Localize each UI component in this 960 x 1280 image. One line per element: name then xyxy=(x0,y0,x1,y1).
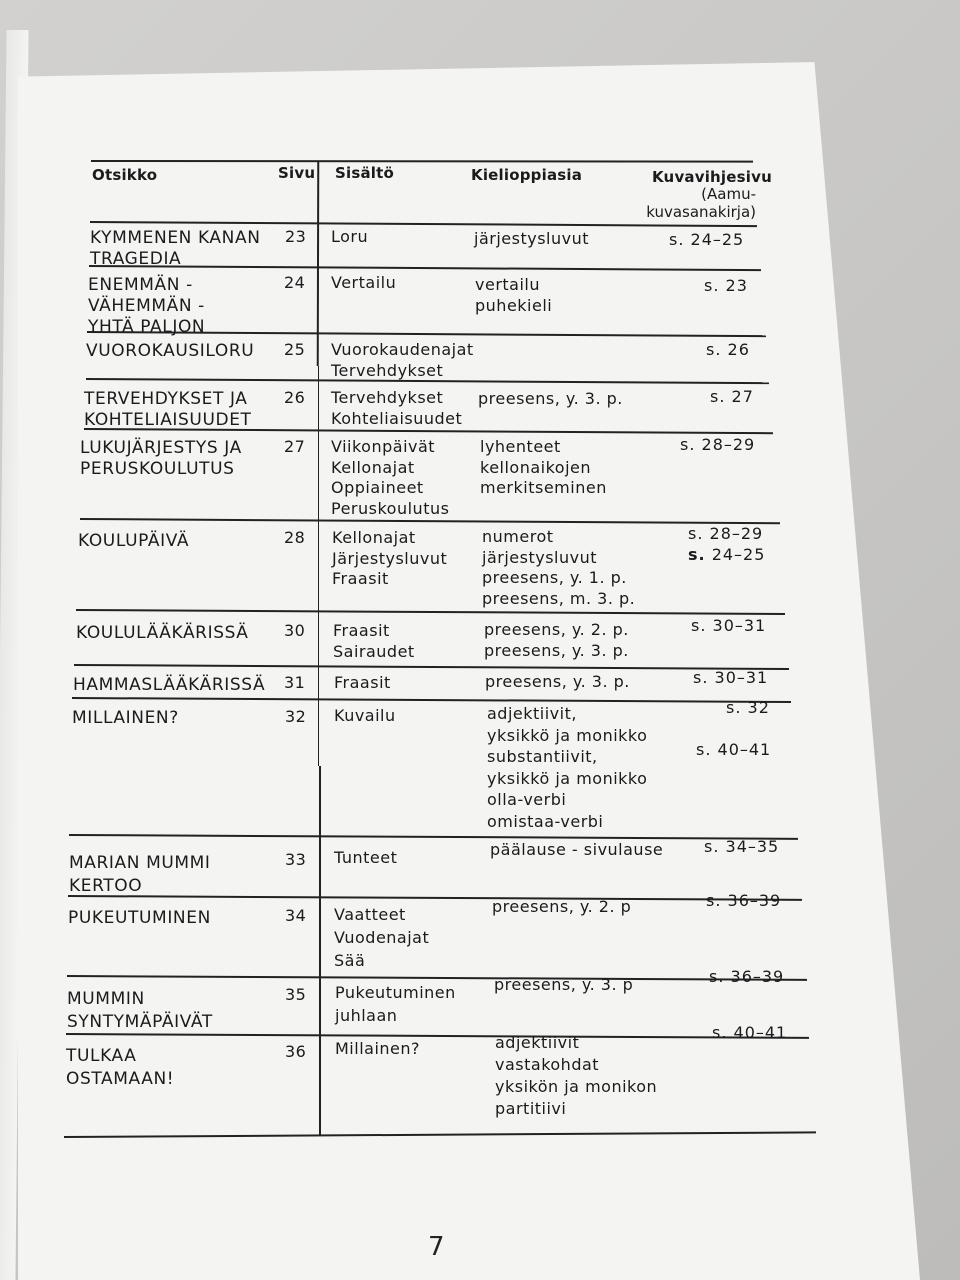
row-title: TULKAA OSTAMAAN! xyxy=(66,1046,175,1089)
row-content: Vuorokaudenajat Tervehdykset xyxy=(331,340,474,380)
row-title: PUKEUTUMINEN xyxy=(68,908,211,928)
row-grammar: preesens, y. 2. p xyxy=(492,897,632,916)
row-title: MARIAN MUMMI KERTOO xyxy=(69,853,211,896)
row-page: 23 xyxy=(285,227,307,246)
row-content: Fraasit Sairaudet xyxy=(333,621,415,661)
row-ref: s. 28–29 xyxy=(680,435,756,454)
row-ref: s. 34–35 xyxy=(704,837,780,856)
table-rule xyxy=(76,609,785,615)
row-grammar: adjektiivit, yksikkö ja monikko substantiivit, yksikkö ja monikko olla-verbi omistaa-verbi xyxy=(487,704,648,831)
row-content: Tunteet xyxy=(334,848,398,867)
row-ref-secondary: s. 40–41 xyxy=(696,740,772,759)
row-grammar: preesens, y. 2. p. preesens, y. 3. p. xyxy=(484,620,629,660)
row-page: 30 xyxy=(284,621,306,640)
row-content: Fraasit xyxy=(334,673,391,692)
header-picture: Kuvavihjesivu xyxy=(652,168,772,186)
row-ref: s. 40–41 xyxy=(712,1023,788,1042)
column-divider xyxy=(317,161,319,366)
row-content: Vertailu xyxy=(331,273,397,292)
table-rule xyxy=(67,975,807,980)
header-page: Sivu xyxy=(278,164,316,182)
row-content: Pukeutuminen juhlaan xyxy=(335,983,456,1025)
row-page: 33 xyxy=(285,850,307,869)
bold-prefix: s. xyxy=(688,545,706,564)
row-ref: s. 32 xyxy=(726,698,770,717)
row-title: HAMMASLÄÄKÄRISSÄ xyxy=(73,675,266,695)
row-content: Millainen? xyxy=(335,1039,421,1058)
row-title: VUOROKAUSILORU xyxy=(86,341,255,361)
table-rule xyxy=(69,834,798,839)
table-rule xyxy=(64,1131,816,1137)
row-ref: s. 30–31 xyxy=(691,616,767,635)
row-ref: s. 36–39 xyxy=(706,891,782,910)
row-page: 31 xyxy=(284,673,306,692)
page-number: 7 xyxy=(428,1232,445,1262)
table-rule xyxy=(74,664,789,670)
column-divider xyxy=(318,366,320,766)
row-title: KYMMENEN KANAN TRAGEDIA xyxy=(90,228,261,269)
row-grammar: preesens, y. 3. p. xyxy=(478,389,623,408)
row-page: 36 xyxy=(285,1042,307,1061)
row-content: Loru xyxy=(331,227,369,246)
header-content: Sisältö xyxy=(335,164,395,182)
row-grammar: adjektiivit vastakohdat yksikön ja monikon partitiivi xyxy=(495,1033,658,1118)
row-content: Viikonpäivät Kellonajat Oppiaineet Peruskoulutus xyxy=(331,437,450,518)
row-grammar: järjestysluvut xyxy=(474,229,589,248)
header-picture-note: (Aamu- kuvasanakirja) xyxy=(646,185,756,221)
column-divider xyxy=(319,766,321,1136)
row-page: 24 xyxy=(284,273,306,292)
row-title: MUMMIN SYNTYMÄPÄIVÄT xyxy=(67,989,213,1032)
header-grammar: Kielioppiasia xyxy=(471,166,583,184)
row-content: Tervehdykset Kohteliaisuudet xyxy=(331,388,463,428)
row-title: LUKUJÄRJESTYS JA PERUSKOULUTUS xyxy=(80,438,242,479)
row-grammar: vertailu puhekieli xyxy=(475,275,553,315)
row-grammar: preesens, y. 3. p. xyxy=(485,672,630,691)
row-title: MILLAINEN? xyxy=(72,708,179,728)
row-content: Kellonajat Järjestysluvut Fraasit xyxy=(332,528,448,588)
row-ref: s. 30–31 xyxy=(693,668,769,687)
row-page: 25 xyxy=(284,340,306,359)
table-rule xyxy=(72,697,791,703)
row-page: 27 xyxy=(284,437,306,456)
row-title: ENEMMÄN - VÄHEMMÄN - YHTÄ PALJON xyxy=(88,275,206,337)
row-ref: s. 24–25 xyxy=(669,230,745,249)
row-grammar: lyhenteet kellonaikojen merkitseminen xyxy=(480,437,607,497)
row-ref: s. 27 xyxy=(710,387,754,406)
row-page: 35 xyxy=(285,985,307,1004)
row-ref: s. 36–39 xyxy=(709,967,785,986)
row-title: KOULUPÄIVÄ xyxy=(78,531,190,551)
row-ref-secondary xyxy=(688,545,765,566)
row-page: 26 xyxy=(284,388,306,407)
row-title: TERVEHDYKSET JA KOHTELIAISUUDET xyxy=(84,389,252,430)
table-rule xyxy=(90,221,757,227)
row-ref: s. 26 xyxy=(706,340,750,359)
row-ref: s. 23 xyxy=(704,276,748,295)
header-title: Otsikko xyxy=(92,166,158,184)
row-title: KOULULÄÄKÄRISSÄ xyxy=(76,623,249,643)
row-grammar: päälause - sivulause xyxy=(490,840,664,859)
row-content: Vaatteet Vuodenajat Sää xyxy=(334,905,430,970)
ref-range: 24–25 xyxy=(705,545,766,564)
row-grammar: preesens, y. 3. p xyxy=(494,975,634,994)
table-rule xyxy=(91,160,753,162)
row-page: 34 xyxy=(285,906,307,925)
row-page: 32 xyxy=(285,707,307,726)
row-grammar: numerot järjestysluvut preesens, y. 1. p. preesens, m. 3. p. xyxy=(482,527,636,608)
row-page: 28 xyxy=(284,528,306,547)
row-ref: s. 28–29 xyxy=(688,524,764,543)
row-content: Kuvailu xyxy=(334,706,396,725)
